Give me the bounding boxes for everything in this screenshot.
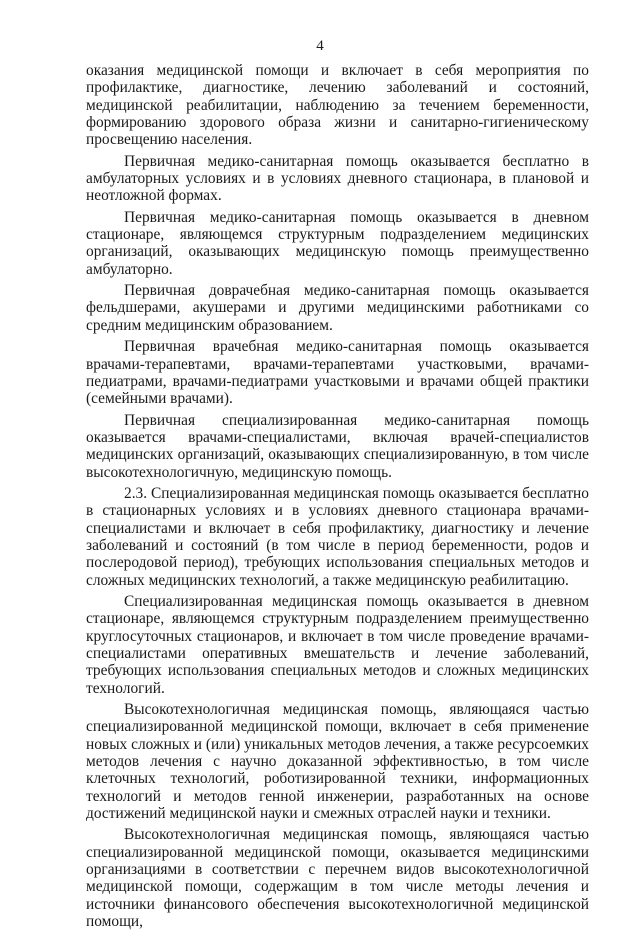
paragraph-specialized-primary-care: Первичная специализированная медико-санитарная помощь оказывается врачами-специалистами, включая врачей-специалистов медицинских организаций, оказывающих специализированную, в том числе высокотехнологичную, медицинскую помощь. [86,411,589,481]
paragraph-doctor-care: Первичная врачебная медико-санитарная помощь оказывается врачами-терапевтами, врачами-терапевтами участковыми, врачами-педиатрами, врачами-педиатрами участковыми и врачами общей практики (семейными врачами). [86,338,589,408]
document-body [86,62,589,935]
paragraph-section-2-3: 2.3. Специализированная медицинская помощь оказывается бесплатно в стационарных условиях и в условиях дневного стационара врачами-специалистами и включает в себя профилактику, диагностику и лечение заболеваний и состояний (в том числе в период беременности, родов и послеродовой период), требующих использования специальных методов и сложных медицинских технологий, а также медицинскую реабилитацию. [86,484,589,589]
paragraph-high-tech-organizations: Высокотехнологичная медицинская помощь, являющаяся частью специализированной медицинской помощи, оказывается медицинскими организациями в соответствии с перечнем видов высокотехнологичной медицинской помощи, содержащим в том числе методы лечения и источники финансового обеспечения высокотехнологичной медицинской помощи, [86,826,589,931]
paragraph-primary-care-free: Первичная медико-санитарная помощь оказывается бесплатно в амбулаторных условиях и в условиях дневного стационара, в плановой и неотложной формах. [86,152,589,205]
paragraph-continued: оказания медицинской помощи и включает в себя мероприятия по профилактике, диагностике, лечению заболеваний и состояний, медицинской реабилитации, наблюдению за течением беременности, формированию здорового образа жизни и санитарно-гигиеническому просвещению населения. [86,62,589,149]
paragraph-pre-doctor-care: Первичная доврачебная медико-санитарная помощь оказывается фельдшерами, акушерами и другими медицинскими работниками со средним медицинским образованием. [86,282,589,334]
paragraph-high-tech-care: Высокотехнологичная медицинская помощь, являющаяся частью специализированной медицинской помощи, включает в себя применение новых сложных и (или) уникальных методов лечения, а также ресурсоемких методов лечения с научно доказанной эффективностью, в том числе клеточных технологий, роботизированной техники, информационных технологий и методов генной инженерии, разработанных на основе достижений медицинской науки и смежных отраслей науки и техники. [86,701,589,823]
paragraph-specialized-day-hospital: Специализированная медицинская помощь оказывается в дневном стационаре, являющемся структурным подразделением преимущественно круглосуточных стационаров, и включает в том числе проведение врачами-специалистами оперативных вмешательств и лечение заболеваний, требующих использования специальных методов и сложных медицинских технологий. [86,592,589,697]
paragraph-primary-care-day-hospital: Первичная медико-санитарная помощь оказывается в дневном стационаре, являющемся структурным подразделением медицинских организаций, оказывающих медицинскую помощь преимущественно амбулаторно. [86,208,589,278]
page-number: 4 [316,38,324,54]
